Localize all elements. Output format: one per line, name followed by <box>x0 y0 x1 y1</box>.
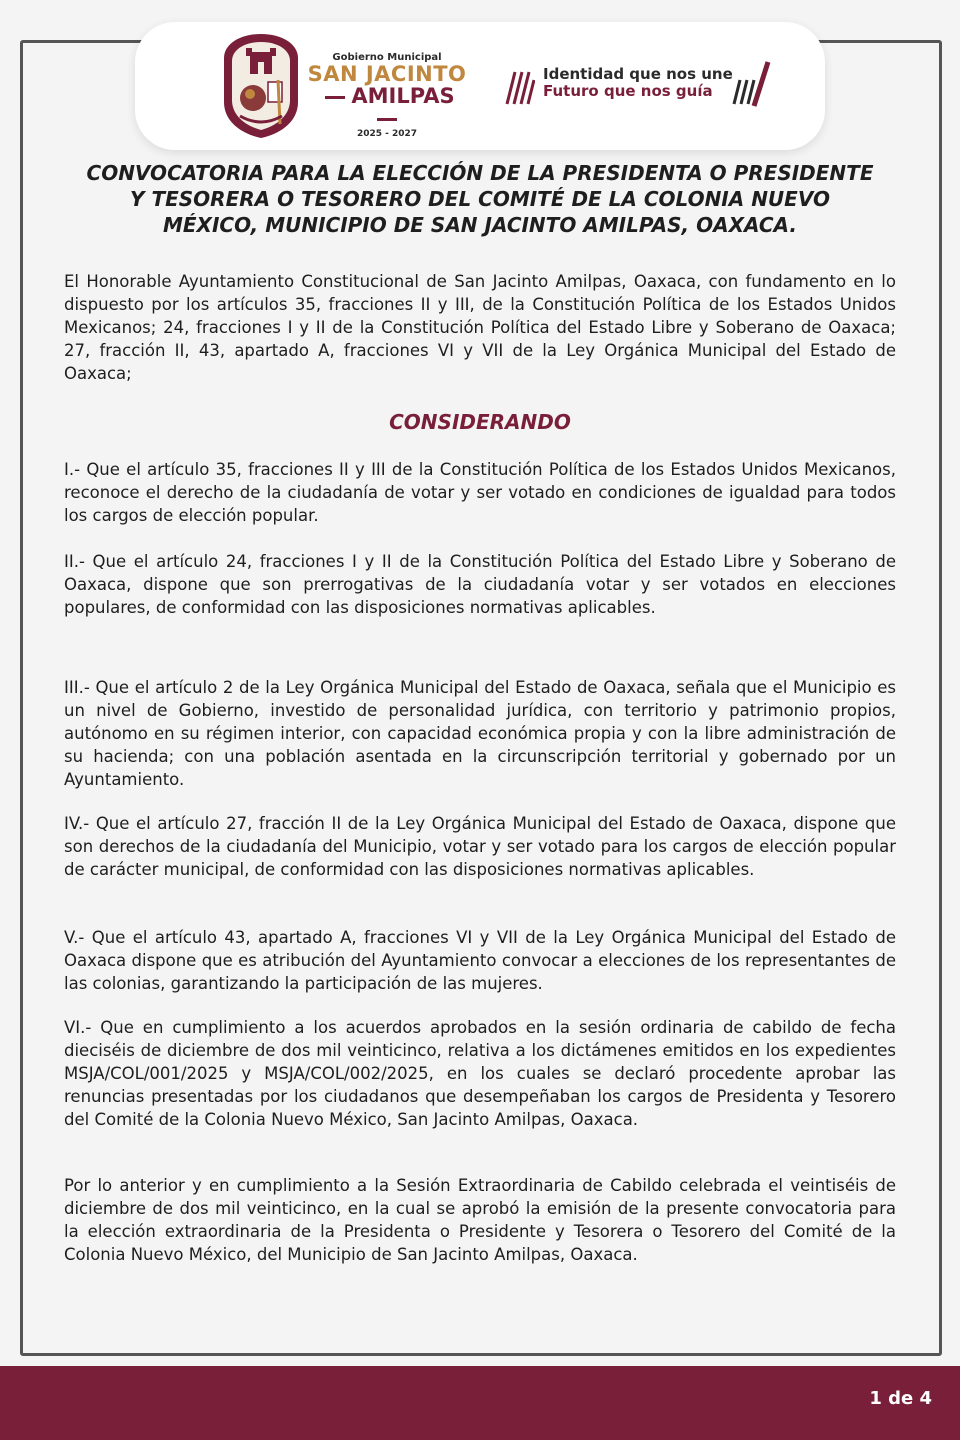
brand-name-line2: AMILPAS <box>307 85 467 129</box>
header-banner <box>135 22 825 150</box>
administration-years: 2025 - 2027 <box>356 129 418 139</box>
considerando-item-3: III.- Que el artículo 2 de la Ley Orgánica Municipal del Estado de Oaxaca, señala que el Municipio es un nivel de Gobierno, investido de personalidad jurídica, con territorio y patrimonio propios, autónomo en su régimen interior, con capacidad económica propia y con la libre administración de su hacienda; con una población asentada en la circunscripción territorial y gobernado por un Ayuntamiento. <box>64 678 896 789</box>
tagline-line1: Identidad que nos une <box>543 65 733 83</box>
considerando-heading: CONSIDERANDO <box>389 410 571 434</box>
closing-paragraph: Por lo anterior y en cumplimiento a la Sesión Extraordinaria de Cabildo celebrada el veintiséis de diciembre de dos mil veinticinco, en la cual se aprobó la emisión de la presente convocatoria para la elección extraordinaria de la Presidenta o Presidente y Tesorera o Tesorero del Comité de la Colonia Nuevo México, del Municipio de San Jacinto Amilpas, Oaxaca. <box>64 1176 896 1264</box>
brand-name-line1: SAN JACINTO <box>307 62 467 86</box>
slashes-right-icon <box>730 58 772 108</box>
considerando-item-5: V.- Que el artículo 43, apartado A, fracciones VI y VII de la Ley Orgánica Municipal del Estado de Oaxaca dispone que es atribución del Ayuntamiento convocar a elecciones de los representantes de las colonias, garantizando la participación de las mujeres. <box>64 928 896 993</box>
considerando-item-1: I.- Que el artículo 35, fracciones II y III de la Constitución Política de los Estados Unidos Mexicanos, reconoce el derecho de la ciudadanía de votar y ser votado en condiciones de igualdad para todos los cargos de elección popular. <box>64 460 896 525</box>
gov-label: Gobierno Municipal <box>332 52 442 63</box>
tagline <box>543 66 733 100</box>
footer-bar <box>0 1366 960 1440</box>
tagline-line2: Futuro que nos guía <box>543 82 713 100</box>
slashes-left-icon <box>501 68 535 108</box>
intro-paragraph: El Honorable Ayuntamiento Constitucional de San Jacinto Amilpas, Oaxaca, con fundamento en lo dispuesto por los artículos 35, fracciones II y III, de la Constitución Política de los Estados Unidos Mexicanos; 24, fracciones I y II de la Constitución Política del Estado Libre y Soberano de Oaxaca; 27, fracción II, 43, apartado A, fracciones VI y VII de la Ley Orgánica Municipal del Estado de Oaxaca; <box>64 272 896 383</box>
page-number: 1 de 4 <box>869 1388 932 1409</box>
municipality-brand <box>307 52 467 139</box>
municipal-shield-logo <box>220 32 302 140</box>
document-title: CONVOCATORIA PARA LA ELECCIÓN DE LA PRESIDENTA O PRESIDENTE Y TESORERA O TESORERO DEL COMITÉ DE LA COLONIA NUEVO MÉXICO, MUNICIPIO DE SAN JACINTO AMILPAS, OAXACA. <box>86 161 874 237</box>
considerando-item-6: VI.- Que en cumplimiento a los acuerdos aprobados en la sesión ordinaria de cabildo de fecha dieciséis de diciembre de dos mil veinticinco, relativa a los dictámenes emitidos en los expedientes MSJA/COL/001/2025 y MSJA/COL/002/2025, en los cuales se declaró procedente aprobar las renuncias presentadas por los ciudadanos que desempeñaban los cargos de Presidenta y Tesorero del Comité de la Colonia Nuevo México, San Jacinto Amilpas, Oaxaca. <box>64 1018 896 1129</box>
considerando-item-4: IV.- Que el artículo 27, fracción II de la Ley Orgánica Municipal del Estado de Oaxaca, dispone que son derechos de la ciudadanía del Municipio, votar y ser votado para los cargos de elección popular de carácter municipal, de conformidad con las disposiciones normativas aplicables. <box>64 814 896 879</box>
considerando-item-2: II.- Que el artículo 24, fracciones I y II de la Constitución Política del Estado Libre y Soberano de Oaxaca, dispone que son prerrogativas de la ciudadanía votar y ser votados en elecciones populares, de conformidad con las disposiciones normativas aplicables. <box>64 552 896 617</box>
